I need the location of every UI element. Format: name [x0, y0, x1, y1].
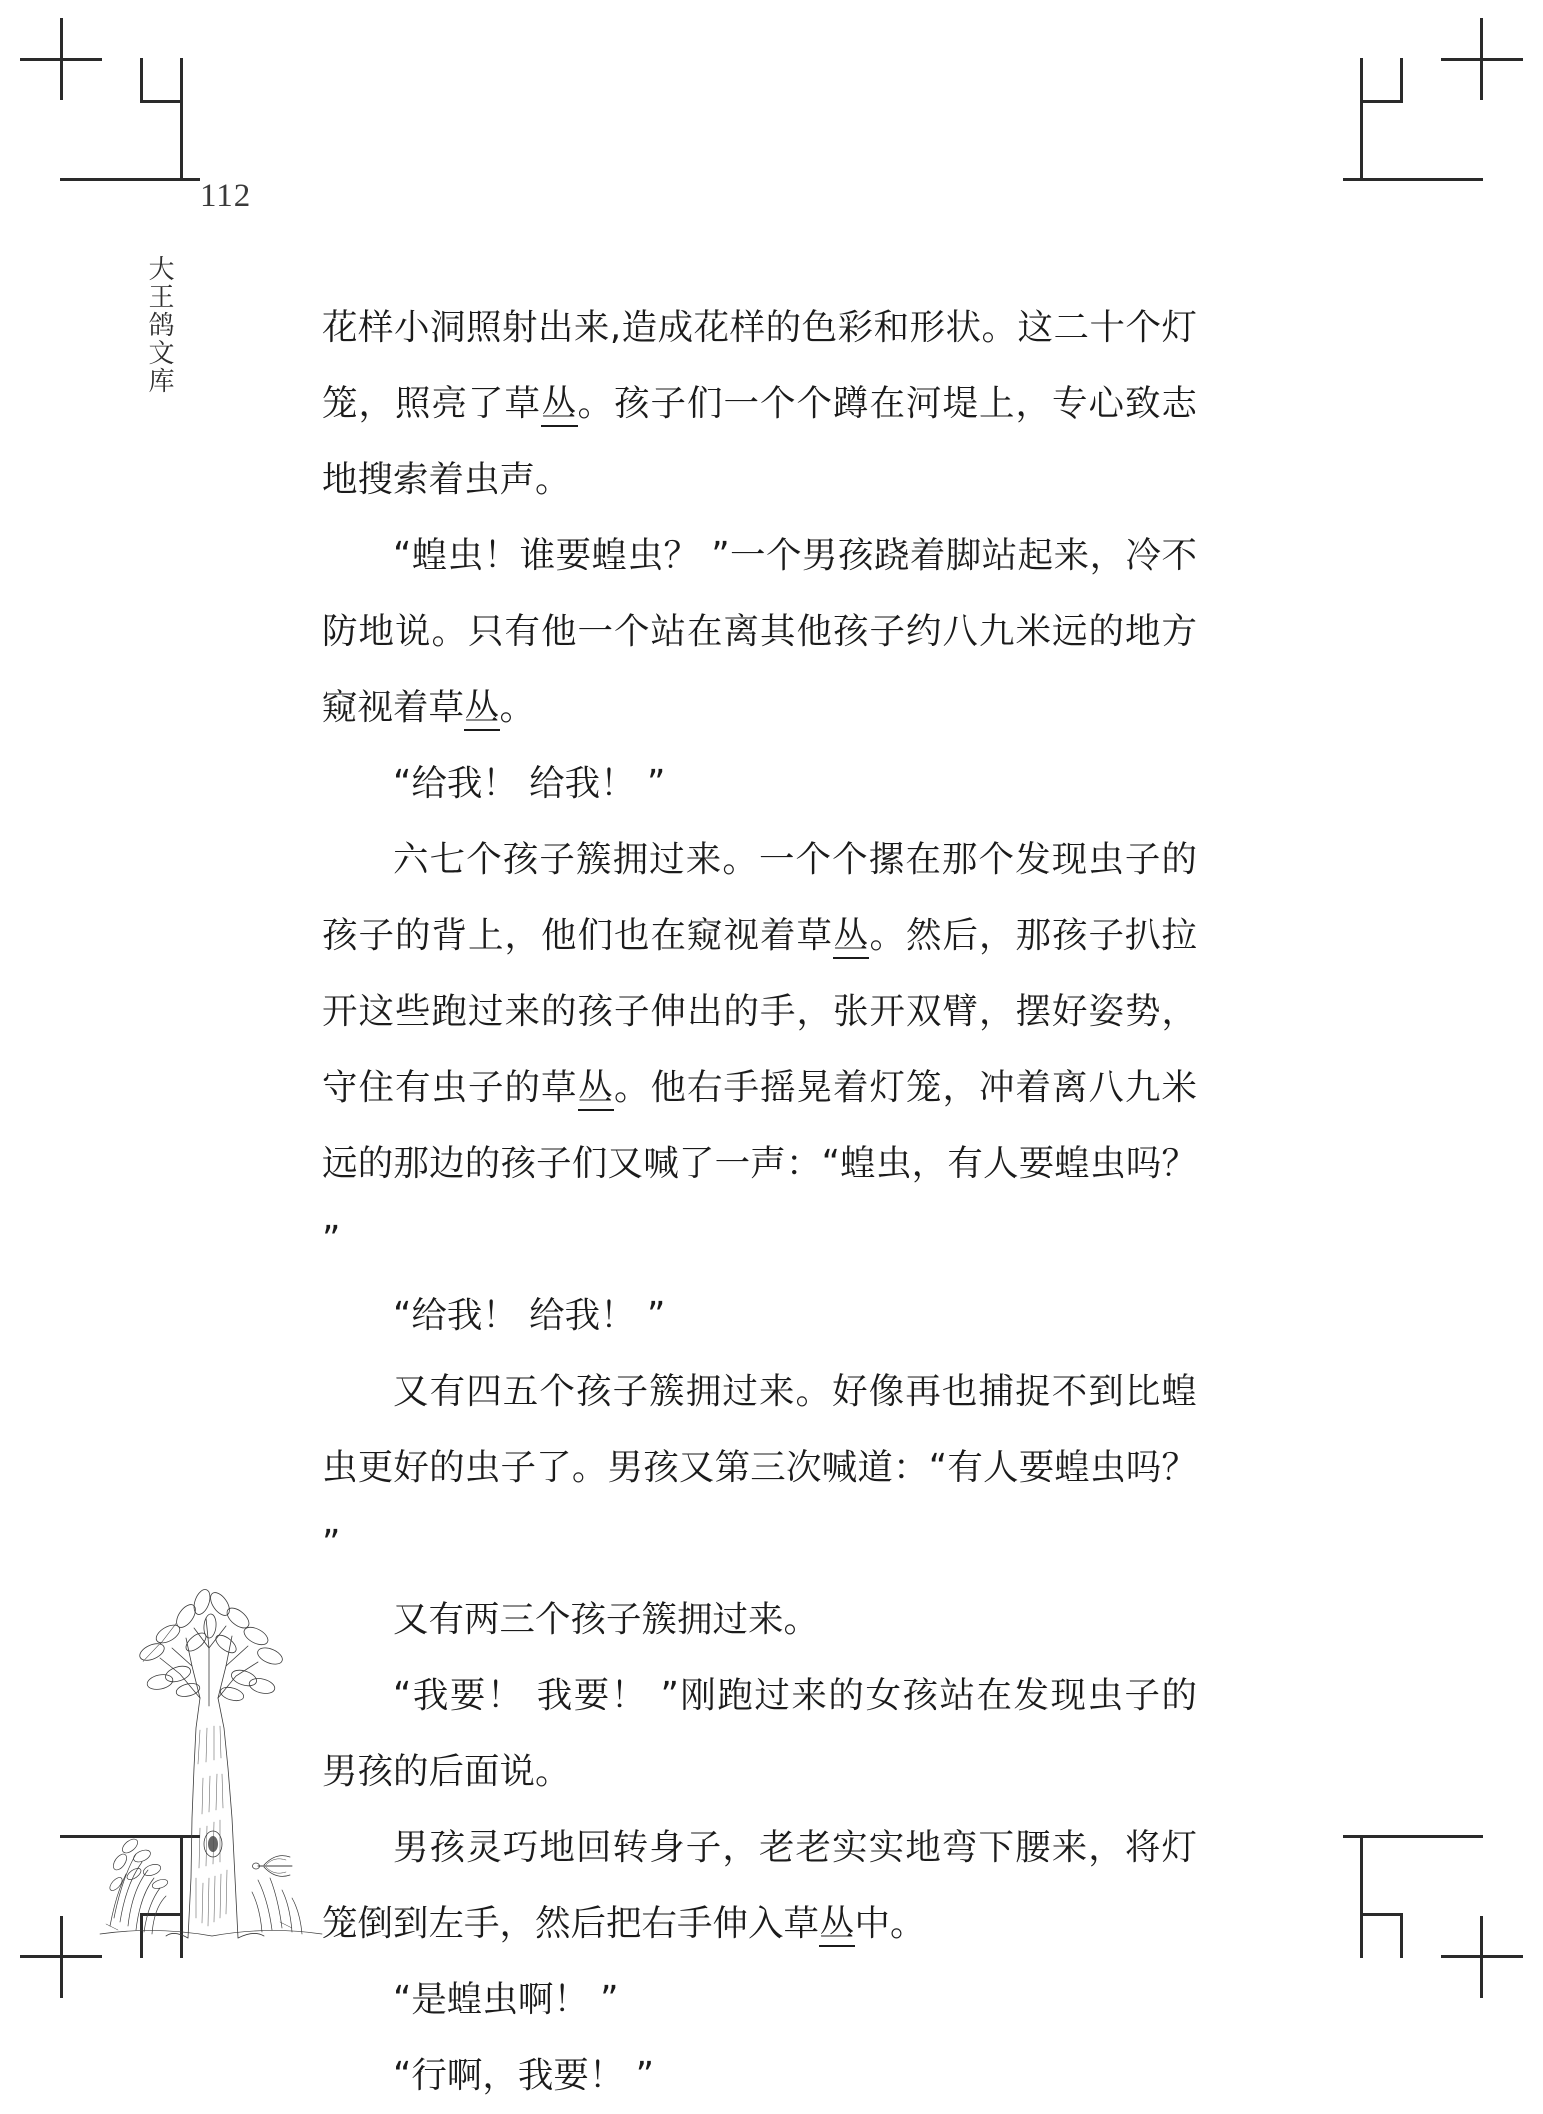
text-run: 。 [499, 687, 536, 728]
text-run: “是蝗虫啊！ ” [393, 1979, 619, 2020]
paragraph [322, 1278, 1197, 1354]
paragraph [322, 822, 1197, 1278]
paragraph [322, 1962, 1197, 2038]
crop-mark-bottom-right [1323, 1798, 1523, 1998]
text-run: 又有两三个孩子簇拥过来。 [393, 1599, 820, 1640]
paragraph [322, 518, 1197, 746]
underlined-text: 丛 [578, 1067, 615, 1111]
paragraph [322, 746, 1197, 822]
text-run: “行啊，我要！ ” [393, 2055, 655, 2096]
paragraph [322, 1658, 1197, 1810]
text-run: 。他右手摇晃着灯笼，冲着离八九米远的那边的孩子们又喊了一声：“蝗虫，有人要蝗虫吗？ ” [322, 1067, 1197, 1260]
text-run: 花样小洞照射出来,造成花样的色彩和形状。这二十个灯笼，照亮了草 [322, 307, 1197, 424]
crop-mark-top-left [20, 18, 220, 218]
text-run: “给我！ 给我！ ” [393, 763, 666, 804]
text-run: 男孩灵巧地回转身子，老老实实地弯下腰来，将灯笼倒到左手，然后把右手伸入草 [322, 1827, 1197, 1944]
underlined-text: 丛 [819, 1903, 855, 1947]
crop-mark-top-right [1323, 18, 1523, 218]
series-imprint-vertical: 大王鸽文库 [144, 255, 174, 395]
text-run: “给我！ 给我！ ” [393, 1295, 666, 1336]
body-text [322, 290, 1197, 2114]
underlined-text: 丛 [541, 383, 578, 427]
paragraph [322, 1810, 1197, 1962]
text-run: 。孩子们一个个蹲在河堤上，专心致志地搜索着虫声。 [322, 383, 1197, 500]
tree-illustration [96, 1578, 326, 1938]
paragraph [322, 1354, 1197, 1582]
paragraph [322, 1582, 1197, 1658]
text-run: 。然后，那孩子扒拉开这些跑过来的孩子伸出的手，张开双臂，摆好姿势，守住有虫子的草 [322, 915, 1197, 1108]
text-run: “蝗虫！谁要蝗虫？ ”一个男孩跷着脚站起来，冷不防地说。只有他一个站在离其他孩子约八九米远的地方窥视着草 [322, 535, 1197, 728]
text-run: 又有四五个孩子簇拥过来。好像再也捕捉不到比蝗虫更好的虫子了。男孩又第三次喊道：“有人要蝗虫吗？ ” [322, 1371, 1197, 1564]
text-run: “我要！ 我要！ ”刚跑过来的女孩站在发现虫子的男孩的后面说。 [322, 1675, 1197, 1792]
underlined-text: 丛 [833, 915, 870, 959]
underlined-text: 丛 [464, 687, 500, 731]
text-run: 中。 [854, 1903, 926, 1944]
paragraph [322, 2038, 1197, 2114]
text-run: 六七个孩子簇拥过来。一个个摞在那个发现虫子的孩子的背上，他们也在窥视着草 [322, 839, 1197, 956]
page-number: 112 [200, 178, 252, 214]
paragraph [322, 290, 1197, 518]
